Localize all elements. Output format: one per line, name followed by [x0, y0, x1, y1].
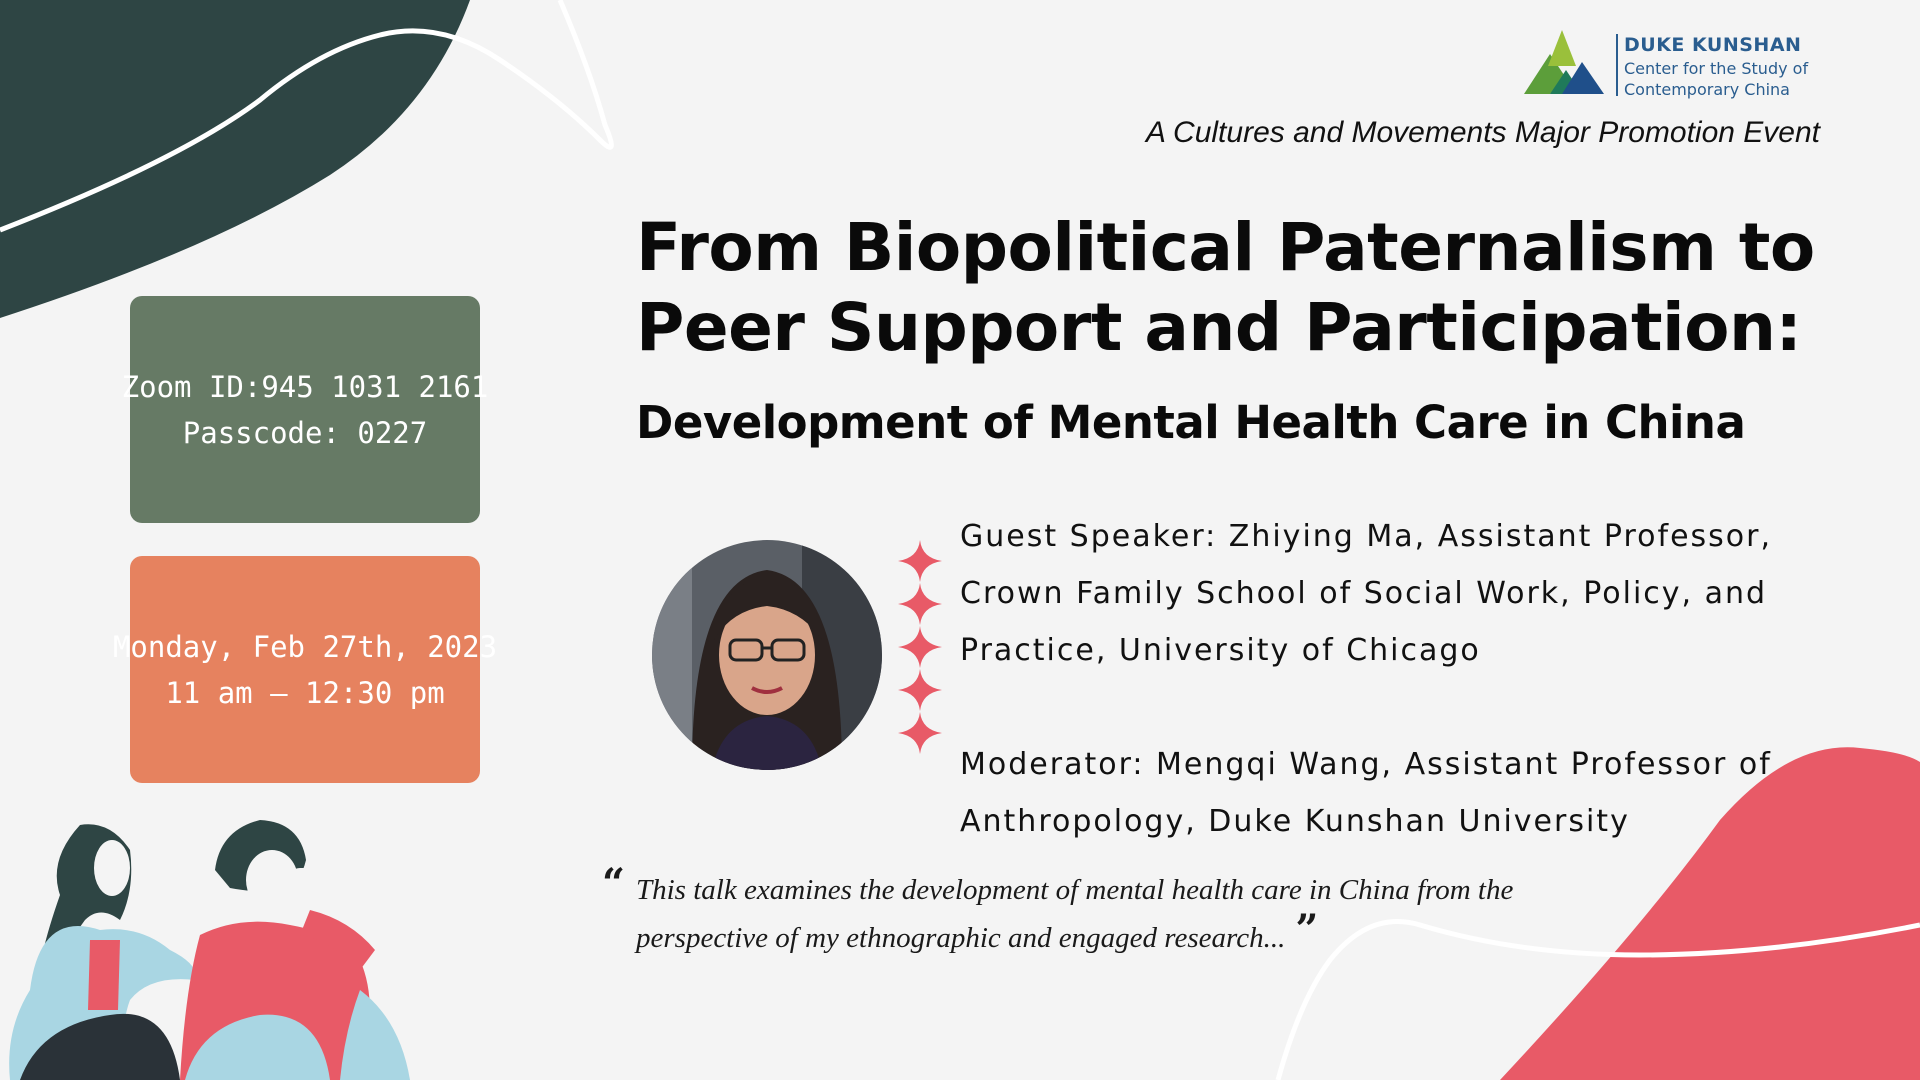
zoom-id: Zoom ID:945 1031 2161	[121, 369, 489, 404]
logo-subtitle-1: Center for the Study of	[1624, 59, 1809, 78]
event-date: Monday, Feb 27th, 2023	[112, 629, 498, 664]
speaker-line-1: Guest Speaker: Zhiying Ma, Assistant Professor,	[960, 519, 1773, 554]
talk-quote	[602, 860, 1636, 960]
quote-line-1: This talk examines the development of mental health care in China from the	[636, 874, 1514, 906]
duke-kunshan-logo	[1520, 26, 1820, 106]
promo-line: A Cultures and Movements Major Promotion Event	[1145, 116, 1820, 149]
event-subtitle: Development of Mental Health Care in China	[636, 396, 1746, 449]
speaker-line-3: Practice, University of Chicago	[960, 633, 1481, 668]
open-quote-icon: “	[602, 860, 626, 907]
title-line-1: From Biopolitical Paternalism to	[636, 209, 1815, 286]
logo-title: DUKE KUNSHAN	[1624, 34, 1802, 56]
event-title	[636, 208, 1836, 368]
logo-divider	[1616, 34, 1618, 96]
speaker-photo	[652, 540, 882, 770]
moderator-line-1: Moderator: Mengqi Wang, Assistant Professor of	[960, 747, 1772, 782]
event-time: 11 am – 12:30 pm	[165, 675, 445, 710]
quote-line-2-text: perspective of my ethnographic and engaged research...	[636, 922, 1286, 954]
logo-subtitle-2: Contemporary China	[1624, 80, 1790, 99]
speaker-line-2: Crown Family School of Social Work, Policy, and	[960, 576, 1768, 611]
mountain-logo-icon	[1520, 26, 1610, 96]
date-time-box	[112, 556, 498, 783]
dark-corner-blob	[0, 0, 470, 318]
title-line-2: Peer Support and Participation:	[636, 289, 1802, 366]
moderator-line-2: Anthropology, Duke Kunshan University	[960, 804, 1630, 839]
quote-line-2	[636, 906, 1636, 960]
close-quote-icon: ”	[1295, 906, 1319, 953]
speaker-info	[960, 508, 1860, 850]
zoom-info-box	[121, 296, 489, 523]
people-illustration	[0, 800, 430, 1080]
zoom-passcode: Passcode: 0227	[182, 415, 428, 450]
sparkle-divider-icon	[898, 540, 942, 756]
